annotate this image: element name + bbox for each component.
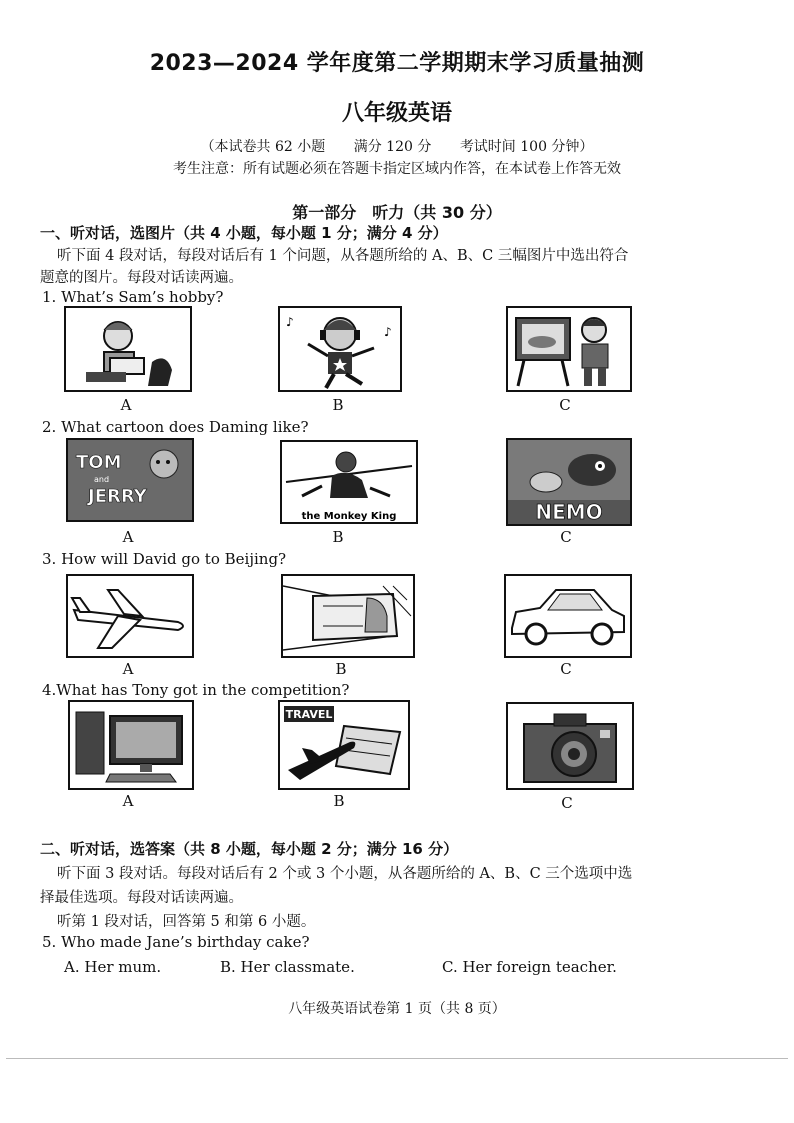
- option-label-4a: A: [122, 792, 134, 810]
- boy-reading-image[interactable]: [64, 306, 192, 392]
- travel-tickets-image[interactable]: [278, 700, 410, 790]
- tom-and-jerry-drawing: [68, 440, 192, 520]
- exam-title: 2023—2024 学年度第二学期期末学习质量抽测: [149, 51, 645, 76]
- airplane-drawing: [68, 576, 192, 656]
- train-drawing: [283, 576, 413, 656]
- full-score: 满分 120 分: [353, 139, 432, 155]
- car-image[interactable]: [504, 574, 632, 658]
- option-label-2b: B: [332, 528, 344, 546]
- section1-instruction-line2: 题意的图片。每段对话读两遍。: [40, 270, 243, 286]
- tom-logo-text: TOM: [76, 452, 122, 473]
- question-5-option-c[interactable]: C. Her foreign teacher.: [442, 958, 617, 976]
- section1-heading: 一、听对话，选图片（共 4 小题，每小题 1 分；满分 4 分）: [40, 224, 448, 242]
- svg-text:♪: ♪: [286, 315, 294, 329]
- section2-instruction-line3: 听第 1 段对话，回答第 5 和第 6 小题。: [57, 914, 316, 930]
- computer-drawing: [70, 702, 192, 788]
- question-5-option-b[interactable]: B. Her classmate.: [220, 958, 355, 976]
- option-label-2c: C: [560, 528, 572, 546]
- question-3: 3. How will David go to Beijing?: [42, 550, 287, 568]
- exam-notice: 考生注意：所有试题必须在答题卡指定区域内作答，在本试卷上作答无效: [173, 161, 621, 177]
- option-label-1a: A: [120, 396, 132, 414]
- option-label-1c: C: [559, 396, 571, 414]
- section2-instruction-line1: 听下面 3 段对话。每段对话后有 2 个或 3 个小题，从各题所给的 A、B、C 三个选项中选: [57, 866, 633, 882]
- nemo-logo-text: NEMO: [535, 500, 603, 524]
- section1-instruction-line1: 听下面 4 段对话，每段对话后有 1 个问题，从各题所给的 A、B、C 三幅图片中选出符合: [57, 248, 629, 264]
- exam-time: 考试时间 100 分钟）: [459, 139, 594, 155]
- boy-painting-image[interactable]: [506, 306, 632, 392]
- jerry-logo-text: JERRY: [88, 486, 147, 507]
- camera-image[interactable]: [506, 702, 634, 790]
- car-drawing: [506, 576, 630, 656]
- part-heading: 第一部分 听力（共 30 分）: [292, 203, 502, 222]
- exam-subject: 八年级英语: [341, 101, 452, 126]
- page-footer: 八年级英语试卷第 1 页（共 8 页）: [288, 1001, 506, 1017]
- option-label-3b: B: [335, 660, 347, 678]
- boy-listening-music-image[interactable]: [278, 306, 402, 392]
- option-label-1b: B: [332, 396, 344, 414]
- monkey-king-image[interactable]: [280, 440, 418, 524]
- question-5-option-a[interactable]: A. Her mum.: [64, 958, 162, 976]
- question-2: 2. What cartoon does Daming like?: [42, 418, 309, 436]
- option-label-3a: A: [122, 660, 134, 678]
- section2-instruction-line2: 择最佳选项。每段对话读两遍。: [40, 890, 243, 906]
- question-5: 5. Who made Jane’s birthday cake?: [42, 933, 310, 951]
- and-logo-text: and: [94, 475, 110, 484]
- monkey-king-drawing: [282, 442, 416, 522]
- svg-text:♪: ♪: [384, 325, 392, 339]
- boy-painting-drawing: [508, 308, 630, 390]
- option-label-4c: C: [561, 794, 573, 812]
- option-label-4b: B: [333, 792, 345, 810]
- question-4: 4.What has Tony got in the competition?: [42, 681, 350, 699]
- boy-reading-drawing: [66, 308, 190, 390]
- question-1: 1. What’s Sam’s hobby?: [42, 288, 224, 306]
- train-image[interactable]: [281, 574, 415, 658]
- finding-nemo-drawing: [508, 440, 630, 524]
- section2-heading: 二、听对话，选答案（共 8 小题，每小题 2 分；满分 16 分）: [40, 840, 459, 858]
- monkey-king-caption: the Monkey King: [301, 511, 397, 522]
- finding-nemo-image[interactable]: [506, 438, 632, 526]
- tom-and-jerry-image[interactable]: [66, 438, 194, 522]
- option-label-3c: C: [560, 660, 572, 678]
- travel-label-text: TRAVEL: [285, 708, 333, 721]
- camera-drawing: [508, 704, 632, 788]
- exam-info: [0, 136, 794, 156]
- airplane-image[interactable]: [66, 574, 194, 658]
- travel-tickets-drawing: [280, 702, 408, 788]
- option-label-2a: A: [122, 528, 134, 546]
- page-divider: [6, 1058, 788, 1059]
- boy-music-drawing: [280, 308, 400, 390]
- question-count: （本试卷共 62 小题: [200, 139, 326, 155]
- computer-image[interactable]: [68, 700, 194, 790]
